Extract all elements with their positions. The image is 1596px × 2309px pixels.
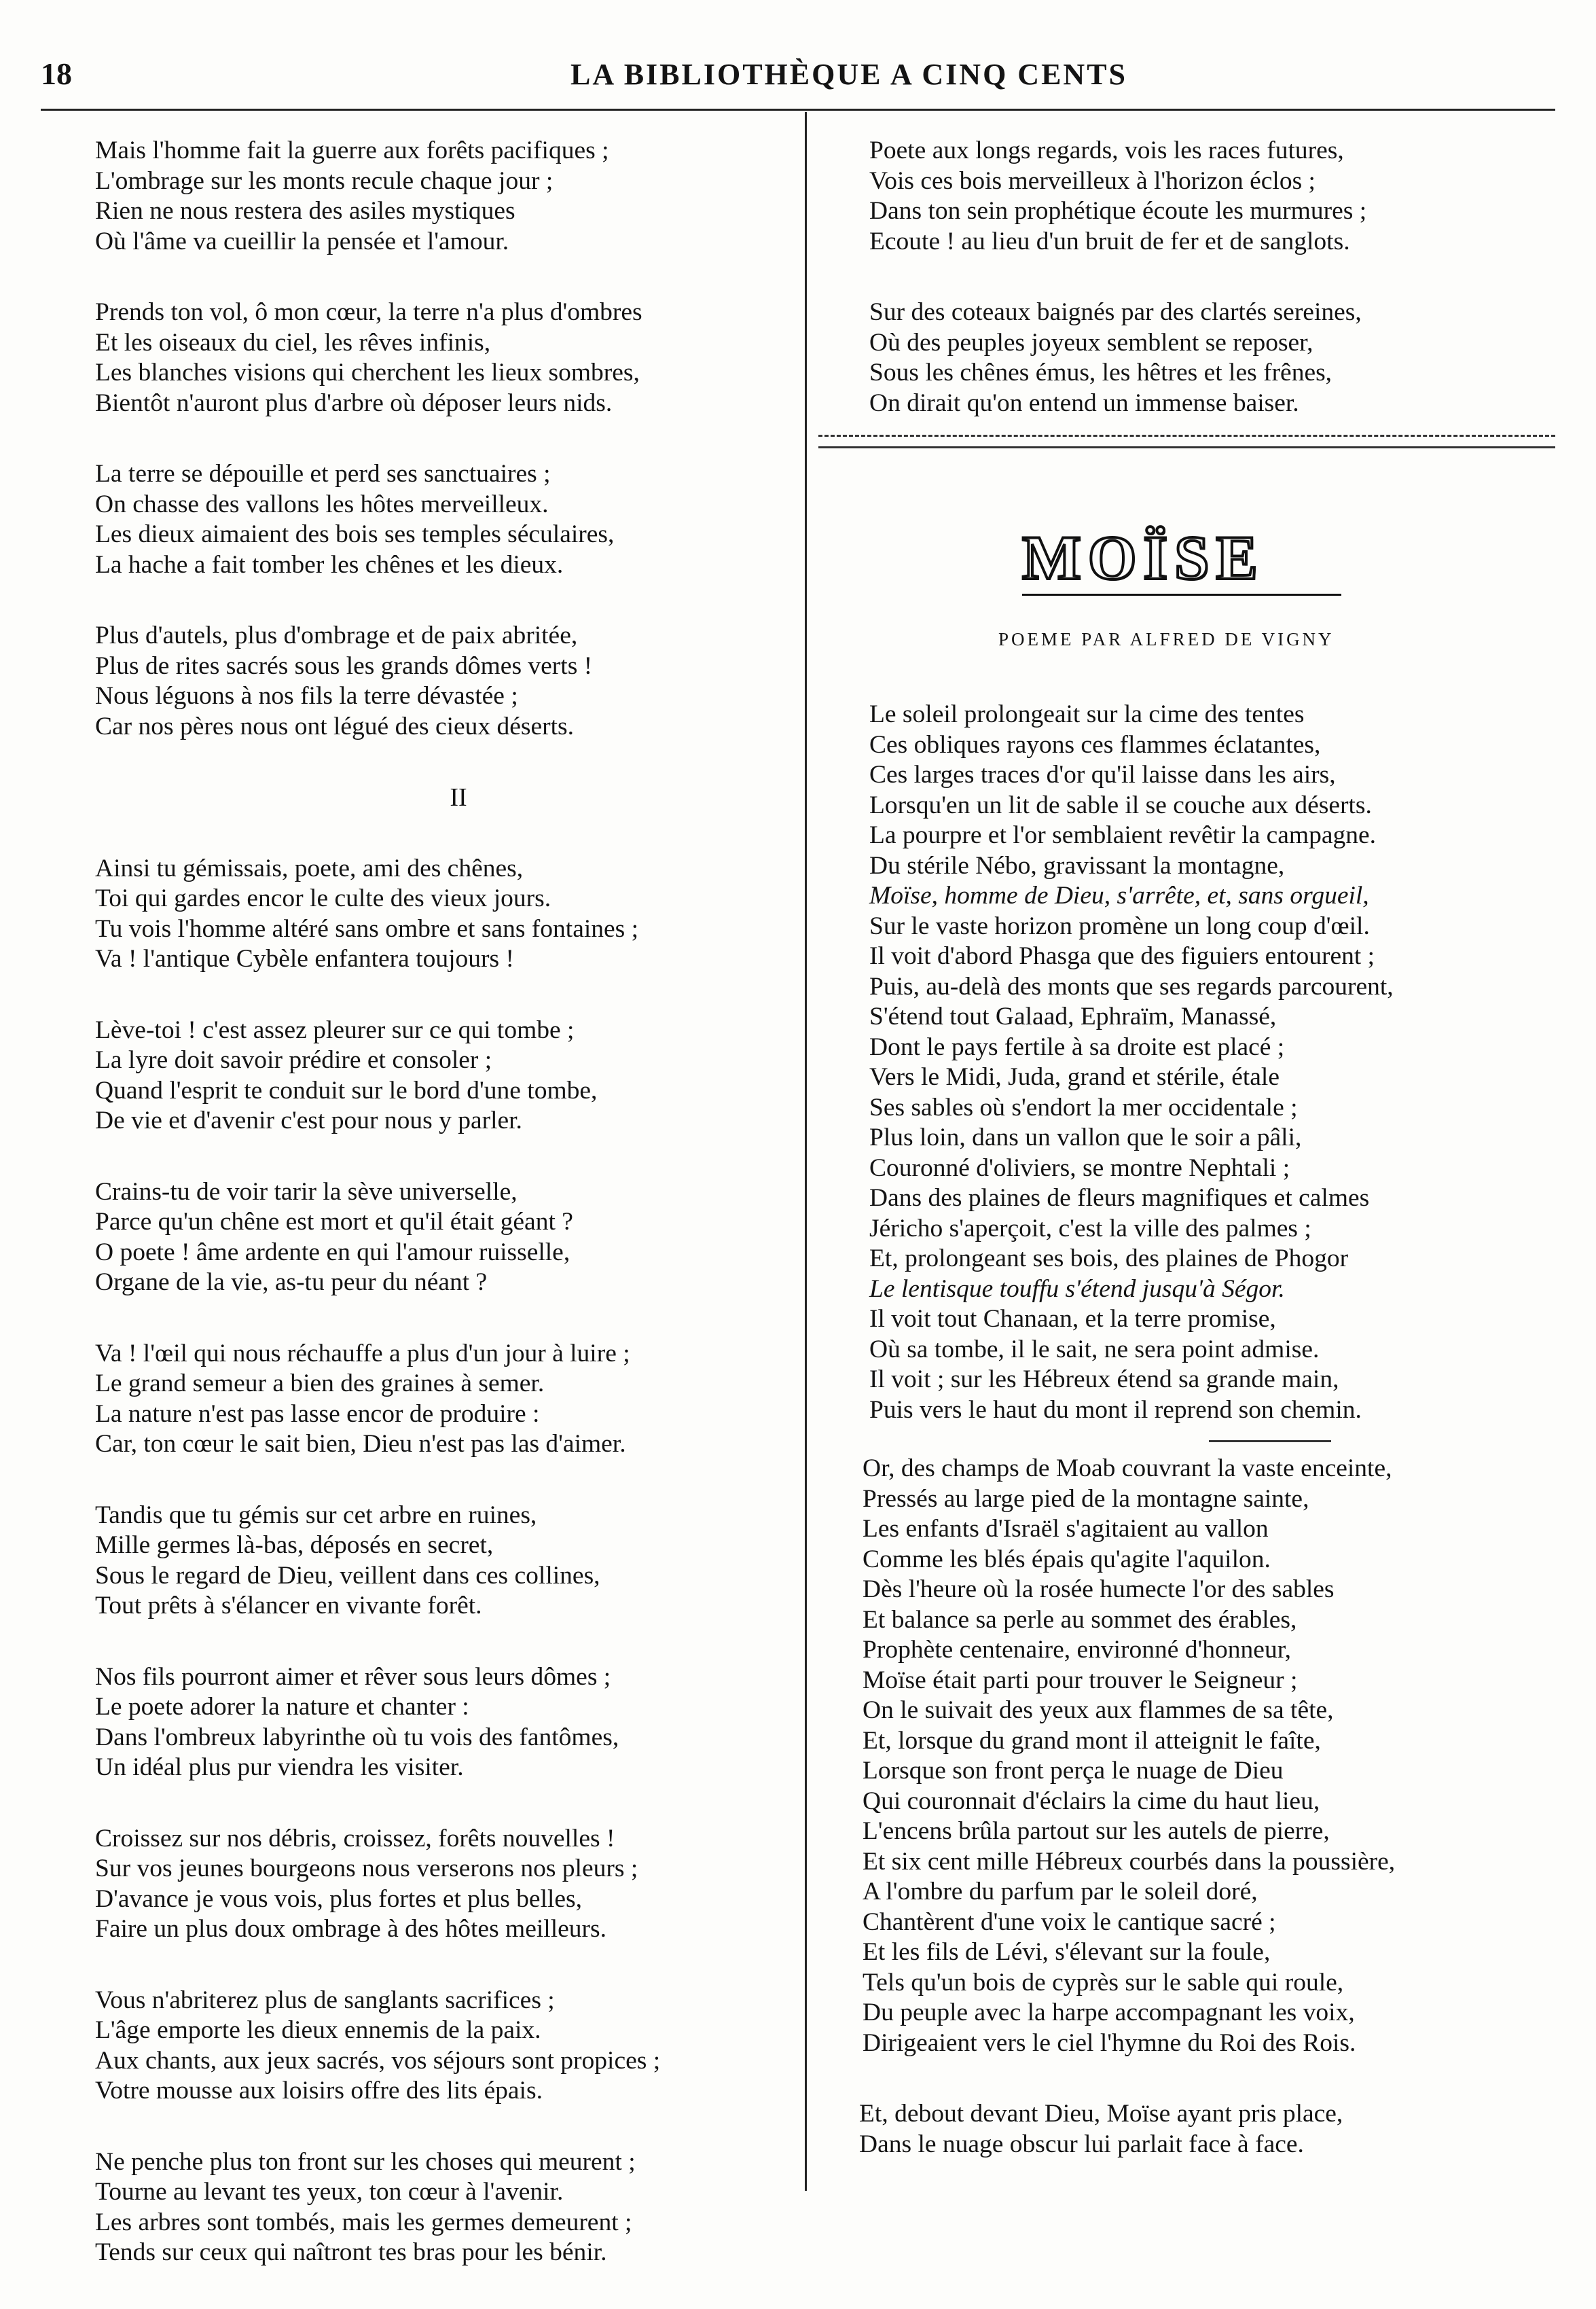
verse-line: Le soleil prolongeait sur la cime des tentes bbox=[869, 700, 1305, 728]
stanza bbox=[95, 1339, 781, 1460]
verse-line: Rien ne nous restera des asiles mystiques bbox=[95, 197, 515, 225]
verse-line: On le suivait des yeux aux flammes de sa tête, bbox=[863, 1696, 1334, 1724]
verse-line: On chasse des vallons les hôtes merveilleux. bbox=[95, 490, 549, 518]
verse-line: Lorsqu'en un lit de sable il se couche aux déserts. bbox=[869, 791, 1372, 819]
verse-line: Le poete adorer la nature et chanter : bbox=[95, 1693, 469, 1721]
stanza bbox=[95, 136, 781, 257]
verse-line: Ces obliques rayons ces flammes éclatantes, bbox=[869, 730, 1321, 759]
verse-line: Dirigeaient vers le ciel l'hymne du Roi des Rois. bbox=[863, 2028, 1356, 2057]
stanza bbox=[95, 2147, 781, 2268]
verse-line: Tout prêts à s'élancer en vivante forêt. bbox=[95, 1592, 482, 1619]
verse-line: Il voit d'abord Phasga que des figuiers entourent ; bbox=[869, 942, 1375, 970]
verse-line: S'étend tout Galaad, Ephraïm, Manassé, bbox=[869, 1003, 1277, 1031]
verse-line: Crains-tu de voir tarir la sève universelle, bbox=[95, 1177, 518, 1206]
moise-part3 bbox=[859, 2099, 1538, 2160]
section-number: II bbox=[450, 783, 467, 812]
double-rule bbox=[818, 435, 1555, 448]
verse-line: Où des peuples joyeux semblent se reposer, bbox=[869, 328, 1313, 357]
verse-line: Organe de la vie, as-tu peur du néant ? bbox=[95, 1268, 488, 1296]
stanza bbox=[95, 298, 781, 418]
verse-line: Où l'âme va cueillir la pensée et l'amour. bbox=[95, 227, 509, 255]
verse-line: A l'ombre du parfum par le soleil doré, bbox=[863, 1878, 1258, 1905]
verse-line: Du stérile Nébo, gravissant la montagne, bbox=[869, 851, 1285, 880]
verse-line: Sous les chênes émus, les hêtres et les frênes, bbox=[869, 359, 1332, 387]
verse-line: Les arbres sont tombés, mais les germes demeurent ; bbox=[95, 2208, 632, 2236]
verse-line: Dans l'ombreux labyrinthe où tu vois des fantômes, bbox=[95, 1723, 619, 1751]
verse-line: Un idéal plus pur viendra les visiter. bbox=[95, 1753, 464, 1781]
verse-line: Et, lorsque du grand mont il atteignit le faîte, bbox=[863, 1726, 1321, 1755]
left-column-part2 bbox=[95, 854, 781, 2268]
verse-line: Poete aux longs regards, vois les races futures, bbox=[869, 137, 1344, 164]
running-title: LA BIBLIOTHÈQUE A CINQ CENTS bbox=[570, 58, 1128, 91]
verse-line: Ne penche plus ton front sur les choses qui meurent ; bbox=[95, 2147, 636, 2176]
verse-line: Dans des plaines de fleurs magnifiques et calmes bbox=[869, 1184, 1370, 1212]
verse-line: Lève-toi ! c'est assez pleurer sur ce qui tombe ; bbox=[95, 1016, 575, 1044]
verse-line: Car nos pères nous ont légué des cieux déserts. bbox=[95, 712, 575, 740]
left-column-part1 bbox=[95, 136, 781, 742]
verse-line: Toi qui gardes encor le culte des vieux jours. bbox=[95, 884, 551, 912]
stanza bbox=[95, 1016, 781, 1136]
verse-line: La nature n'est pas lasse encor de produire : bbox=[95, 1399, 540, 1428]
verse-line: De vie et d'avenir c'est pour nous y parler. bbox=[95, 1107, 522, 1134]
stanza bbox=[95, 1501, 781, 1622]
verse-line: Mille germes là-bas, déposés en secret, bbox=[95, 1531, 494, 1559]
left-column bbox=[95, 136, 781, 2309]
poem-byline: POEME PAR ALFRED DE VIGNY bbox=[998, 629, 1335, 649]
verse-line: Qui couronnait d'éclairs la cime du haut lieu, bbox=[863, 1787, 1320, 1815]
verse-line: La terre se dépouille et perd ses sanctuaires ; bbox=[95, 460, 551, 488]
verse-line: Moïse, homme de Dieu, s'arrête, et, sans orgueil, bbox=[869, 882, 1369, 910]
stanza bbox=[95, 1177, 781, 1298]
verse-line: Dans ton sein prophétique écoute les murmures ; bbox=[869, 197, 1367, 225]
verse-line: Plus de rites sacrés sous les grands dômes verts ! bbox=[95, 651, 593, 680]
verse-line: Comme les blés épais qu'agite l'aquilon. bbox=[863, 1545, 1271, 1573]
verse-line: Tourne au levant tes yeux, ton cœur à l'avenir. bbox=[95, 2178, 564, 2206]
verse-line: Nous léguons à nos fils la terre dévastée ; bbox=[95, 682, 518, 710]
verse-line: La hache a fait tomber les chênes et les dieux. bbox=[95, 550, 564, 579]
verse-line: Vois ces bois merveilleux à l'horizon éclos ; bbox=[869, 166, 1316, 195]
verse-line: Et les oiseaux du ciel, les rêves infinis, bbox=[95, 328, 491, 357]
verse-line: Parce qu'un chêne est mort et qu'il était géant ? bbox=[95, 1208, 573, 1236]
verse-line: Plus loin, dans un vallon que le soir a pâli, bbox=[869, 1124, 1302, 1151]
verse-line: Et, prolongeant ses bois, des plaines de Phogor bbox=[869, 1245, 1349, 1272]
verse-line: Moïse était parti pour trouver le Seigneur ; bbox=[863, 1666, 1298, 1694]
verse-line: La lyre doit savoir prédire et consoler ; bbox=[95, 1046, 492, 1074]
right-column-top bbox=[869, 136, 1535, 459]
verse-line: Les enfants d'Israël s'agitaient au vallon bbox=[863, 1515, 1269, 1543]
verse-line: Lorsque son front perça le nuage de Dieu bbox=[863, 1757, 1284, 1785]
stanza bbox=[869, 298, 1535, 418]
verse-line: D'avance je vous vois, plus fortes et plus belles, bbox=[95, 1884, 583, 1913]
verse-line: Va ! l'antique Cybèle enfantera toujours ! bbox=[95, 945, 514, 973]
poem-title: MOÏSE bbox=[1022, 523, 1265, 592]
verse-line: Tends sur ceux qui naîtront tes bras pour les bénir. bbox=[95, 2238, 607, 2266]
verse-line: Vers le Midi, Juda, grand et stérile, étale bbox=[869, 1063, 1280, 1091]
verse-line: Dans le nuage obscur lui parlait face à face. bbox=[859, 2130, 1304, 2158]
verse-line: On dirait qu'on entend un immense baiser. bbox=[869, 389, 1299, 417]
verse-line: Puis vers le haut du mont il reprend son chemin. bbox=[869, 1395, 1362, 1424]
verse-line: Quand l'esprit te conduit sur le bord d'une tombe, bbox=[95, 1076, 598, 1105]
verse-line: Mais l'homme fait la guerre aux forêts pacifiques ; bbox=[95, 137, 609, 164]
verse-line: Il voit tout Chanaan, et la terre promise, bbox=[869, 1305, 1276, 1333]
stanza bbox=[95, 854, 781, 975]
verse-line: Nos fils pourront aimer et rêver sous leurs dômes ; bbox=[95, 1662, 611, 1691]
verse-line: Ces larges traces d'or qu'il laisse dans les airs, bbox=[869, 761, 1336, 789]
column-divider bbox=[805, 112, 807, 2191]
verse-line: Couronné d'oliviers, se montre Nephtali ; bbox=[869, 1153, 1290, 1182]
verse-line: Sur vos jeunes bourgeons nous verserons nos pleurs ; bbox=[95, 1855, 638, 1882]
verse-line: L'ombrage sur les monts recule chaque jour ; bbox=[95, 166, 554, 195]
verse-line: Prophète centenaire, environné d'honneur, bbox=[863, 1636, 1292, 1664]
poem-title-underline bbox=[1022, 594, 1341, 596]
verse-line: Et les fils de Lévi, s'élevant sur la foule, bbox=[863, 1938, 1271, 1966]
verse-line: Tu vois l'homme altéré sans ombre et sans fontaines ; bbox=[95, 914, 639, 943]
verse-line: Et, debout devant Dieu, Moïse ayant pris place, bbox=[859, 2100, 1343, 2128]
verse-line: Or, des champs de Moab couvrant la vaste enceinte, bbox=[863, 1454, 1392, 1482]
verse-line: Tandis que tu gémis sur cet arbre en ruines, bbox=[95, 1501, 537, 1529]
verse-line: Ses sables où s'endort la mer occidentale ; bbox=[869, 1093, 1298, 1122]
verse-line: L'âge emporte les dieux ennemis de la paix. bbox=[95, 2016, 541, 2044]
verse-line: Jéricho s'aperçoit, c'est la ville des palmes ; bbox=[869, 1214, 1311, 1242]
verse-line: Sous le regard de Dieu, veillent dans ces collines, bbox=[95, 1561, 600, 1590]
stanza bbox=[95, 1824, 781, 1945]
verse-line: Ainsi tu gémissais, poete, ami des chênes, bbox=[95, 854, 524, 882]
verse-line: Faire un plus doux ombrage à des hôtes meilleurs. bbox=[95, 1915, 606, 1943]
verse-line: Du peuple avec la harpe accompagnant les voix, bbox=[863, 1999, 1355, 2026]
verse-line: Pressés au large pied de la montagne sainte, bbox=[863, 1484, 1309, 1513]
verse-line: Sur des coteaux baignés par des clartés sereines, bbox=[869, 298, 1362, 326]
moise-part1 bbox=[869, 700, 1542, 1425]
stanza bbox=[869, 136, 1535, 257]
verse-line: Chantèrent d'une voix le cantique sacré ; bbox=[863, 1908, 1276, 1936]
verse-line: L'encens brûla partout sur les autels de pierre, bbox=[863, 1817, 1330, 1845]
verse-line: Tels qu'un bois de cyprès sur le sable qui roule, bbox=[863, 1968, 1344, 1997]
verse-line: Il voit ; sur les Hébreux étend sa grande main, bbox=[869, 1365, 1339, 1393]
page-header bbox=[41, 49, 1555, 96]
stanza bbox=[95, 1662, 781, 1783]
verse-line: Les blanches visions qui cherchent les lieux sombres, bbox=[95, 359, 640, 387]
verse-line: Où sa tombe, il le sait, ne sera point admise. bbox=[869, 1335, 1320, 1363]
section-divider bbox=[1209, 1440, 1331, 1442]
verse-line: Le grand semeur a bien des graines à semer. bbox=[95, 1370, 545, 1397]
verse-line: Ecoute ! au lieu d'un bruit de fer et de sanglots. bbox=[869, 227, 1350, 255]
verse-line: Va ! l'œil qui nous réchauffe a plus d'un jour à luire ; bbox=[95, 1339, 630, 1367]
verse-line: Plus d'autels, plus d'ombrage et de paix abritée, bbox=[95, 622, 578, 649]
verse-line: Et six cent mille Hébreux courbés dans la poussière, bbox=[863, 1847, 1396, 1876]
moise-part2 bbox=[863, 1454, 1542, 2058]
verse-line: Prends ton vol, ô mon cœur, la terre n'a plus d'ombres bbox=[95, 298, 642, 326]
verse-line: Vous n'abriterez plus de sanglants sacrifices ; bbox=[95, 1986, 555, 2014]
verse-line: Dont le pays fertile à sa droite est placé ; bbox=[869, 1033, 1285, 1061]
verse-line: O poete ! âme ardente en qui l'amour ruisselle, bbox=[95, 1238, 570, 1266]
verse-line: Puis, au-delà des monts que ses regards parcourent, bbox=[869, 972, 1394, 1001]
verse-line: Sur le vaste horizon promène un long coup d'œil. bbox=[869, 912, 1370, 940]
page-number: 18 bbox=[41, 56, 72, 91]
stanza bbox=[95, 459, 781, 580]
stanza bbox=[95, 1986, 781, 2107]
verse-line: La pourpre et l'or semblaient revêtir la campagne. bbox=[869, 821, 1377, 849]
stanza bbox=[95, 621, 781, 742]
verse-line: Dès l'heure où la rosée humecte l'or des sables bbox=[863, 1575, 1335, 1603]
verse-line: Et balance sa perle au sommet des érables, bbox=[863, 1605, 1297, 1634]
verse-line: Croissez sur nos débris, croissez, forêts nouvelles ! bbox=[95, 1824, 615, 1852]
verse-line: Votre mousse aux loisirs offre des lits épais. bbox=[95, 2077, 543, 2105]
verse-line: Aux chants, aux jeux sacrés, vos séjours sont propices ; bbox=[95, 2046, 661, 2075]
header-rule bbox=[41, 109, 1555, 111]
verse-line: Le lentisque touffu s'étend jusqu'à Ségor. bbox=[869, 1274, 1285, 1303]
verse-line: Les dieux aimaient des bois ses temples séculaires, bbox=[95, 520, 615, 548]
verse-line: Bientôt n'auront plus d'arbre où déposer leurs nids. bbox=[95, 389, 613, 417]
verse-line: Car, ton cœur le sait bien, Dieu n'est pas las d'aimer. bbox=[95, 1430, 626, 1458]
